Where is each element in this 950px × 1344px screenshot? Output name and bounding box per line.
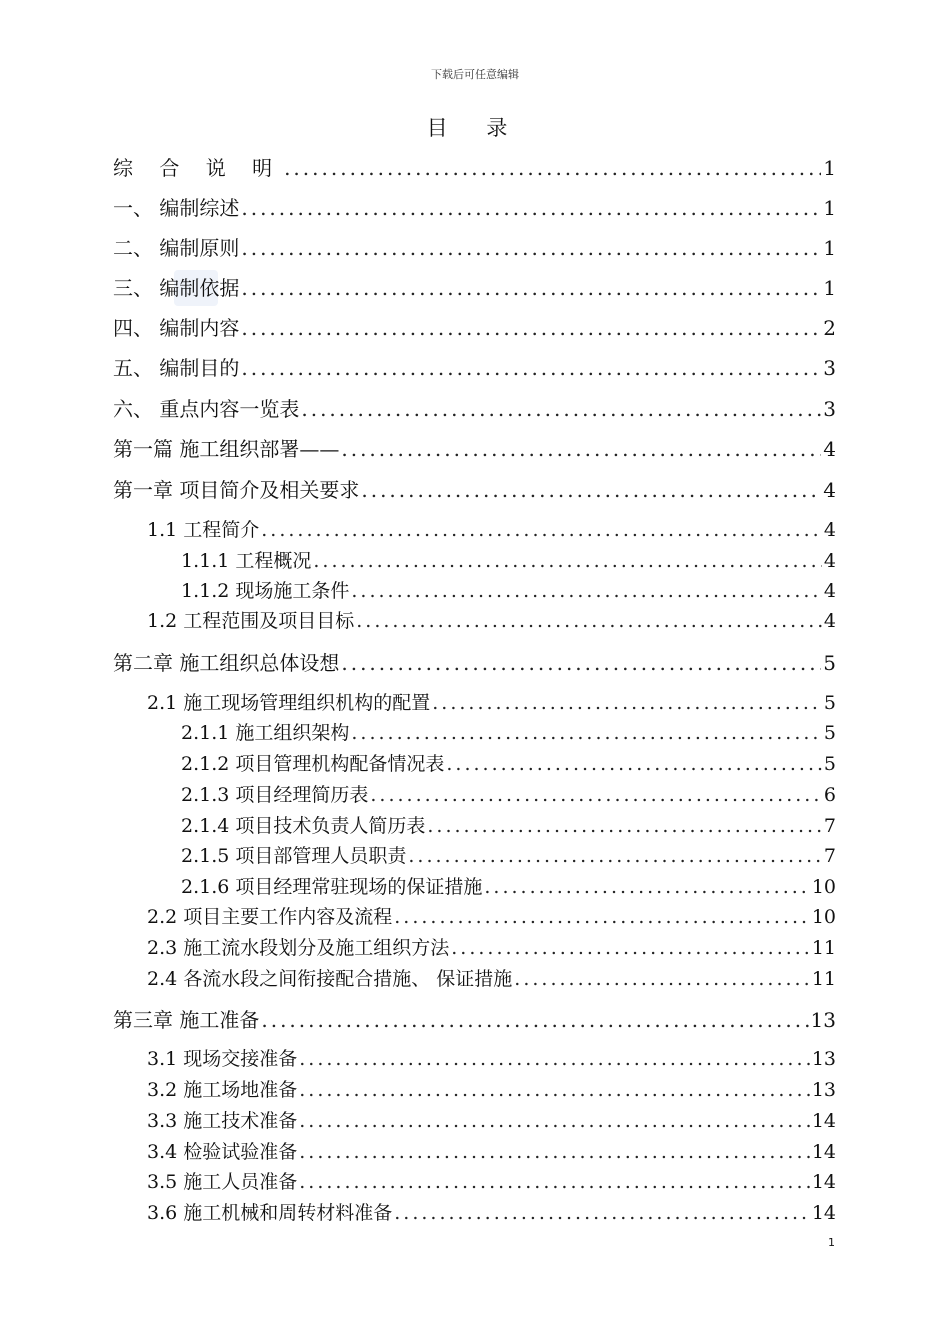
toc-entry-page: 1 <box>823 156 836 180</box>
toc-entry[interactable] <box>113 192 836 221</box>
toc-entry-page: 7 <box>823 845 836 867</box>
toc-entry-label: 第一篇 施工组织部署—— <box>113 437 340 461</box>
toc-leader <box>446 753 822 775</box>
toc-leader <box>394 1202 810 1224</box>
toc-leader <box>408 845 822 867</box>
toc-leader <box>451 937 810 959</box>
toc-leader <box>299 1079 810 1101</box>
toc-entry-page: 14 <box>811 1110 836 1132</box>
toc-entry-page: 4 <box>823 519 836 541</box>
page-number: 1 <box>828 1236 835 1249</box>
toc-entry-page: 4 <box>823 610 836 632</box>
toc-entry[interactable] <box>113 393 836 422</box>
toc-leader <box>361 478 821 502</box>
toc-leader <box>299 1048 810 1070</box>
toc-entry[interactable] <box>113 232 836 261</box>
toc-entry-page: 14 <box>811 1202 836 1224</box>
page-header: 下载后可任意编辑 <box>431 68 519 81</box>
toc-entry-label: 三、 编制依据 <box>113 276 240 300</box>
toc-entry-page: 13 <box>810 1008 836 1032</box>
toc-entry[interactable] <box>147 688 836 715</box>
toc-leader <box>484 876 809 898</box>
toc-leader <box>241 196 821 220</box>
toc-entry-label: 2.1.2 项目管理机构配备情况表 <box>181 753 445 775</box>
toc-entry[interactable] <box>181 872 836 899</box>
toc-leader <box>341 437 821 461</box>
toc-entry-label: 2.1.1 施工组织架构 <box>181 722 350 744</box>
toc-entry[interactable] <box>147 964 836 991</box>
toc-entry-page: 1 <box>823 276 836 300</box>
toc-leader <box>301 397 821 421</box>
toc-entry-page: 6 <box>823 784 836 806</box>
toc-leader <box>351 722 822 744</box>
toc-entry[interactable] <box>147 606 836 633</box>
toc-entry-label: 2.3 施工流水段划分及施工组织方法 <box>147 937 450 959</box>
toc-entry-label: 六、 重点内容一览表 <box>113 397 300 421</box>
toc-entry[interactable] <box>147 933 836 960</box>
toc-entry-page: 5 <box>823 651 836 675</box>
toc-entry-label: 3.2 施工场地准备 <box>147 1079 298 1101</box>
toc-leader <box>261 519 822 541</box>
toc-entry-page: 10 <box>811 906 836 928</box>
toc-entry-page: 2 <box>823 316 836 340</box>
toc-entry-page: 4 <box>823 550 836 572</box>
toc-entry-label: 2.4 各流水段之间衔接配合措施、 保证措施 <box>147 968 513 990</box>
toc-entry-page: 14 <box>811 1141 836 1163</box>
toc-entry-label: 二、 编制原则 <box>113 236 240 260</box>
toc-entry-page: 13 <box>811 1048 836 1070</box>
toc-leader <box>351 580 822 602</box>
toc-entry-label: 2.1.4 项目技术负责人简历表 <box>181 815 426 837</box>
toc-entry[interactable] <box>147 1075 836 1102</box>
toc-title: 目 录 <box>426 116 524 140</box>
toc-entry-label: 2.2 项目主要工作内容及流程 <box>147 906 393 928</box>
toc-entry[interactable] <box>147 902 836 929</box>
toc-entry-label: 第二章 施工组织总体设想 <box>113 651 340 675</box>
toc-leader <box>514 968 810 990</box>
toc-entry-page: 5 <box>823 722 836 744</box>
toc-entry-label: 1.2 工程范围及项目目标 <box>147 610 355 632</box>
toc-leader <box>370 784 822 806</box>
toc-entry-label: 3.1 现场交接准备 <box>147 1048 298 1070</box>
toc-entry-page: 5 <box>823 692 836 714</box>
toc-leader <box>241 276 821 300</box>
toc-entry-label: 第一章 项目简介及相关要求 <box>113 478 360 502</box>
toc-entry-label: 第三章 施工准备 <box>113 1008 260 1032</box>
toc-entry-label: 2.1.6 项目经理常驻现场的保证措施 <box>181 876 483 898</box>
toc-entry-label: 1.1 工程简介 <box>147 519 260 541</box>
toc-leader <box>427 815 822 837</box>
toc-entry-page: 1 <box>823 236 836 260</box>
toc-entry[interactable] <box>181 718 836 745</box>
toc-entry[interactable] <box>181 811 836 838</box>
toc-entry-page: 14 <box>811 1171 836 1193</box>
toc-entry-page: 5 <box>823 753 836 775</box>
toc-entry[interactable] <box>113 152 836 181</box>
toc-entry-page: 3 <box>823 397 836 421</box>
toc-entry[interactable] <box>113 433 836 462</box>
toc-entry-label: 五、 编制目的 <box>113 356 240 380</box>
toc-entry-label: 1.1.1 工程概况 <box>181 550 312 572</box>
toc-entry-page: 4 <box>823 437 836 461</box>
toc-entry-label: 3.6 施工机械和周转材料准备 <box>147 1202 393 1224</box>
toc-leader <box>241 236 821 260</box>
toc-entry[interactable] <box>181 546 836 573</box>
toc-entry-label: 2.1.3 项目经理简历表 <box>181 784 369 806</box>
toc-entry-page: 11 <box>811 968 836 990</box>
toc-entry[interactable] <box>181 841 836 868</box>
toc-entry-label: 1.1.2 现场施工条件 <box>181 580 350 602</box>
toc-leader <box>299 1171 810 1193</box>
toc-entry[interactable] <box>113 474 836 503</box>
toc-entry-page: 3 <box>823 356 836 380</box>
toc-entry-label: 2.1.5 项目部管理人员职责 <box>181 845 407 867</box>
toc-leader <box>313 550 822 572</box>
toc-entry[interactable] <box>181 780 836 807</box>
toc-entry[interactable] <box>147 1106 836 1133</box>
toc-entry[interactable] <box>113 312 836 341</box>
toc-entry-page: 4 <box>823 478 836 502</box>
toc-leader <box>356 610 822 632</box>
toc-leader <box>394 906 810 928</box>
toc-entry-page: 1 <box>823 196 836 220</box>
toc-entry[interactable] <box>147 1198 836 1225</box>
toc-entry-page: 11 <box>811 937 836 959</box>
toc-entry-label: 综 合 说 明 <box>113 156 283 180</box>
toc-leader <box>261 1008 808 1032</box>
toc-entry-label: 3.4 检验试验准备 <box>147 1141 298 1163</box>
toc-entry[interactable] <box>113 352 836 381</box>
toc-entry[interactable] <box>113 1004 836 1033</box>
toc-leader <box>241 316 821 340</box>
toc-entry-page: 4 <box>823 580 836 602</box>
toc-entry[interactable] <box>181 576 836 603</box>
toc-entry-page: 10 <box>811 876 836 898</box>
toc-entry[interactable] <box>147 1044 836 1071</box>
toc-entry[interactable] <box>113 647 836 676</box>
toc-leader <box>341 651 821 675</box>
toc-entry-page: 13 <box>811 1079 836 1101</box>
toc-entry-label: 四、 编制内容 <box>113 316 240 340</box>
toc-entry-label: 3.5 施工人员准备 <box>147 1171 298 1193</box>
toc-entry[interactable] <box>147 1167 836 1194</box>
toc-entry-label: 一、 编制综述 <box>113 196 240 220</box>
toc-entry-label: 2.1 施工现场管理组织机构的配置 <box>147 692 431 714</box>
toc-entry[interactable] <box>181 749 836 776</box>
toc-entry-label: 3.3 施工技术准备 <box>147 1110 298 1132</box>
toc-entry[interactable] <box>113 272 836 301</box>
toc-entry[interactable] <box>147 1137 836 1164</box>
toc-leader <box>299 1141 810 1163</box>
toc-leader <box>299 1110 810 1132</box>
toc-entry[interactable] <box>147 515 836 542</box>
toc-leader <box>432 692 822 714</box>
toc-leader <box>284 156 821 180</box>
toc-leader <box>241 356 821 380</box>
toc-entry-page: 7 <box>823 815 836 837</box>
